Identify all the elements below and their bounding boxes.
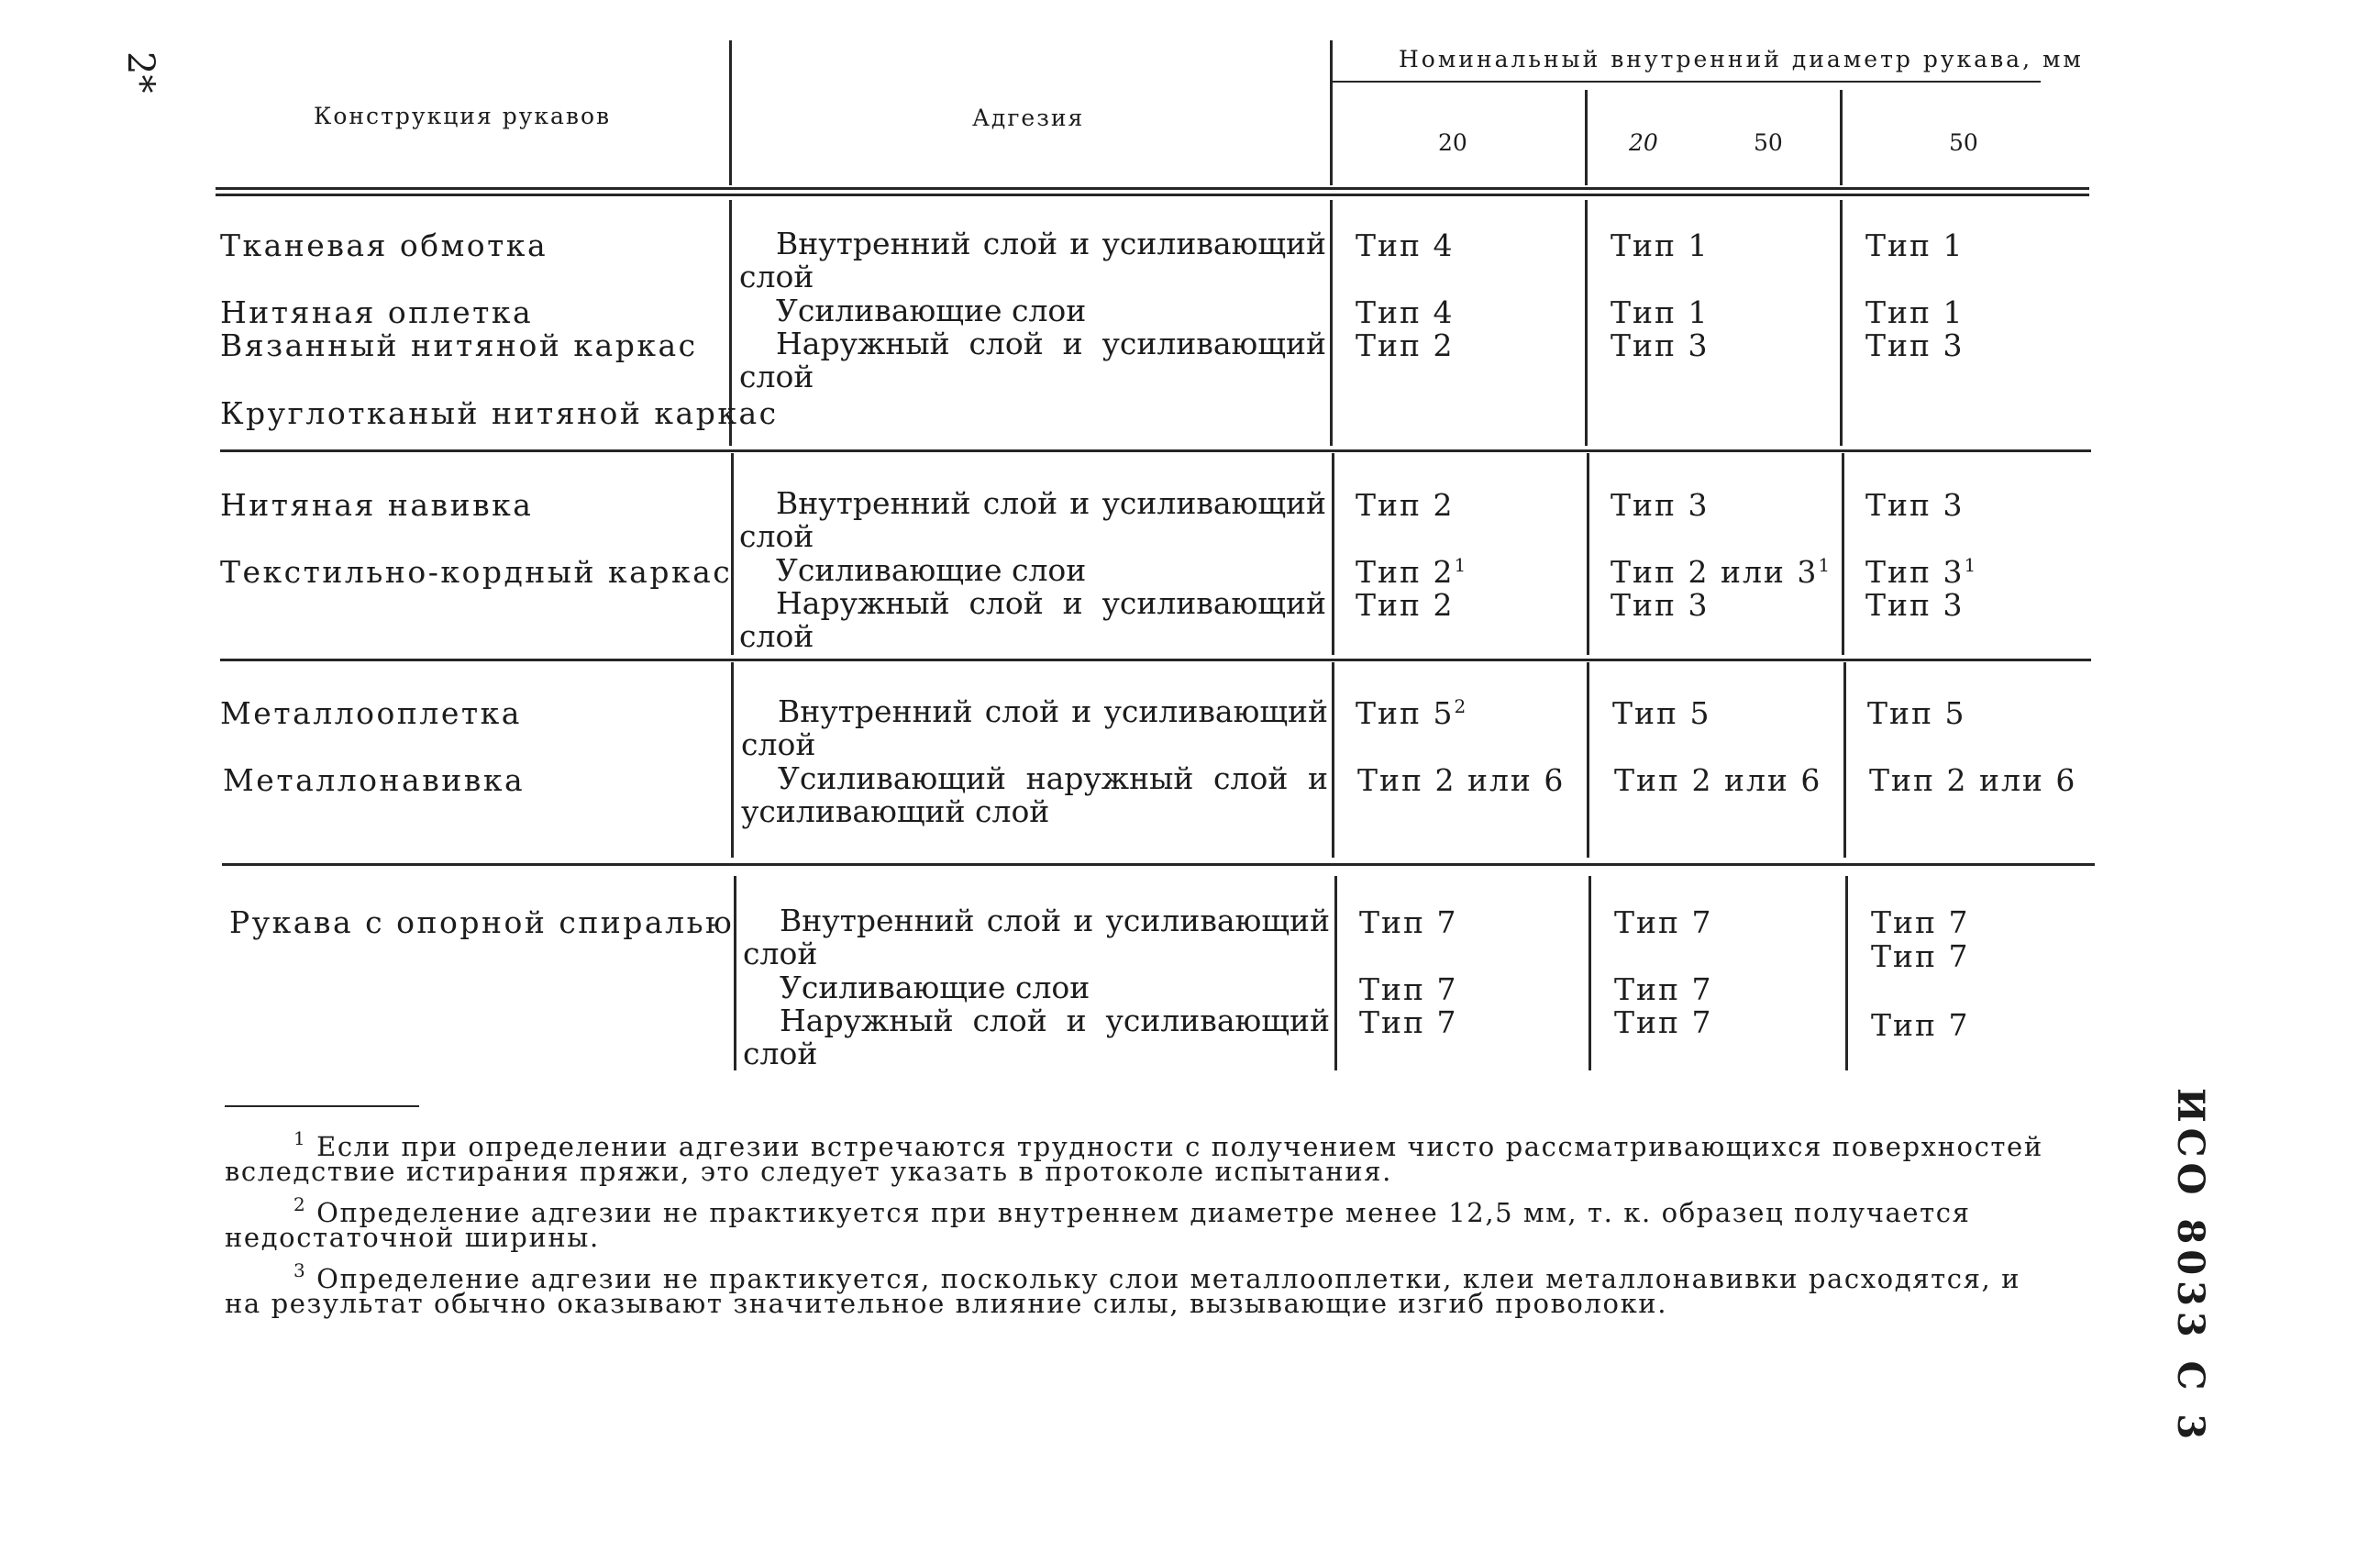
footnote-ref: 1: [1454, 554, 1468, 576]
type-cell: Тип 7: [1614, 971, 1713, 1007]
adhesion-cell: Наружный слой и усиливающий слой: [739, 585, 1326, 654]
type-cell: Тип $3^1$: [1865, 554, 1978, 590]
construction-cell: Металлооплетка: [220, 695, 522, 731]
construction-cell: Нитяная оплетка: [220, 294, 534, 330]
type-cell: Тип 4: [1356, 294, 1455, 330]
footnote-ref: 2: [1454, 695, 1468, 717]
adhesion-cell: Усиливающие слои: [776, 552, 1087, 588]
type-cell: Тип 7: [1359, 1004, 1458, 1040]
type-cell: Тип 3: [1865, 587, 1965, 623]
footnote-1-cont: вследствие истирания пряжи, это следует указать в протоколе испытания.: [225, 1156, 1392, 1187]
type-cell: Тип 5: [1612, 695, 1711, 731]
type-cell: Тип 2: [1356, 487, 1455, 523]
footnote-3: $^3$ Определение адгезии не практикуется, поскольку слои металлооплетки, клеи металлонавивки расходятся, и: [293, 1259, 2021, 1294]
type-cell: Тип 5: [1867, 695, 1966, 731]
type-cell: Тип 3: [1611, 327, 1710, 363]
adhesion-cell: Внутренний слой и усиливающий слой: [743, 903, 1330, 971]
construction-cell: Вязанный нитяной каркас: [220, 327, 698, 363]
construction-cell: Нитяная навивка: [220, 487, 534, 523]
type-cell: Тип $2^1$: [1356, 554, 1468, 590]
footnote-3-cont: на результат обычно оказывают значительное влияние силы, вызывающие изгиб проволоки.: [225, 1288, 1668, 1319]
type-cell: Тип 7: [1871, 938, 1970, 974]
footnote-1: $^1$ Если при определении адгезии встречаются трудности с получением чисто рассматривающихся поверхностей: [293, 1127, 2043, 1162]
type-cell: Тип 7: [1871, 1007, 1970, 1043]
footnote-ref: 1: [1818, 554, 1832, 576]
adhesion-cell: Усиливающие слои: [776, 293, 1087, 328]
type-cell: Тип $5^2$: [1356, 695, 1468, 731]
type-cell: Тип 3: [1865, 487, 1965, 523]
construction-cell: Рукава с опорной спиралью: [229, 904, 735, 940]
header-col-20-mid: 20: [1629, 129, 1658, 156]
type-cell: Тип 2 или 6: [1614, 762, 1822, 798]
type-cell: Тип 1: [1865, 227, 1965, 263]
side-running-title: ИСО 8033 С 3: [2169, 1088, 2212, 1446]
type-cell: Тип 3: [1611, 487, 1710, 523]
type-cell: Тип 1: [1611, 294, 1710, 330]
construction-cell: Круглотканый нитяной каркас: [220, 395, 779, 431]
adhesion-cell: Наружный слой и усиливающий слой: [739, 326, 1326, 394]
header-adhesion: Адгезия: [972, 105, 1085, 131]
type-cell: Тип 7: [1871, 904, 1970, 940]
page-corner-mark: 2*: [119, 51, 161, 94]
adhesion-cell: Усиливающие слои: [780, 970, 1090, 1005]
type-cell: Тип 3: [1865, 327, 1965, 363]
type-cell: Тип 2 или $3^1$: [1611, 554, 1832, 590]
type-cell: Тип 1: [1611, 227, 1710, 263]
construction-cell: Тканевая обмотка: [220, 227, 548, 263]
type-cell: Тип 2 или 6: [1357, 762, 1566, 798]
construction-cell: Металлонавивка: [223, 762, 526, 798]
adhesion-cell: Внутренний слой и усиливающий слой: [741, 693, 1328, 762]
type-cell: Тип 2: [1356, 327, 1455, 363]
footnote-ref: 1: [1964, 554, 1978, 576]
adhesion-cell: Наружный слой и усиливающий слой: [743, 1003, 1330, 1071]
adhesion-cell: Усиливающий наружный слой и усиливающий слой: [741, 760, 1328, 829]
adhesion-cell: Внутренний слой и усиливающий слой: [739, 226, 1326, 294]
footnote-2-cont: недостаточной ширины.: [225, 1222, 600, 1253]
type-cell: Тип 7: [1359, 904, 1458, 940]
header-diameter: Номинальный внутренний диаметр рукава, мм: [1399, 46, 2084, 72]
construction-cell: Текстильно-кордный каркас: [220, 554, 733, 590]
header-col-20: 20: [1438, 129, 1467, 156]
header-col-50-mid: 50: [1754, 129, 1783, 156]
type-cell: Тип 7: [1359, 971, 1458, 1007]
footnote-2: $^2$ Определение адгезии не практикуется при внутреннем диаметре менее 12,5 мм, т. к. образец получается: [293, 1193, 1971, 1228]
type-cell: Тип 1: [1865, 294, 1965, 330]
header-construction: Конструкция рукавов: [314, 103, 612, 129]
type-cell: Тип 7: [1614, 1004, 1713, 1040]
type-cell: Тип 2: [1356, 587, 1455, 623]
type-cell: Тип 7: [1614, 904, 1713, 940]
adhesion-cell: Внутренний слой и усиливающий слой: [739, 485, 1326, 554]
type-cell: Тип 4: [1356, 227, 1455, 263]
header-col-50: 50: [1949, 129, 1978, 156]
type-cell: Тип 3: [1611, 587, 1710, 623]
type-cell: Тип 2 или 6: [1869, 762, 2077, 798]
